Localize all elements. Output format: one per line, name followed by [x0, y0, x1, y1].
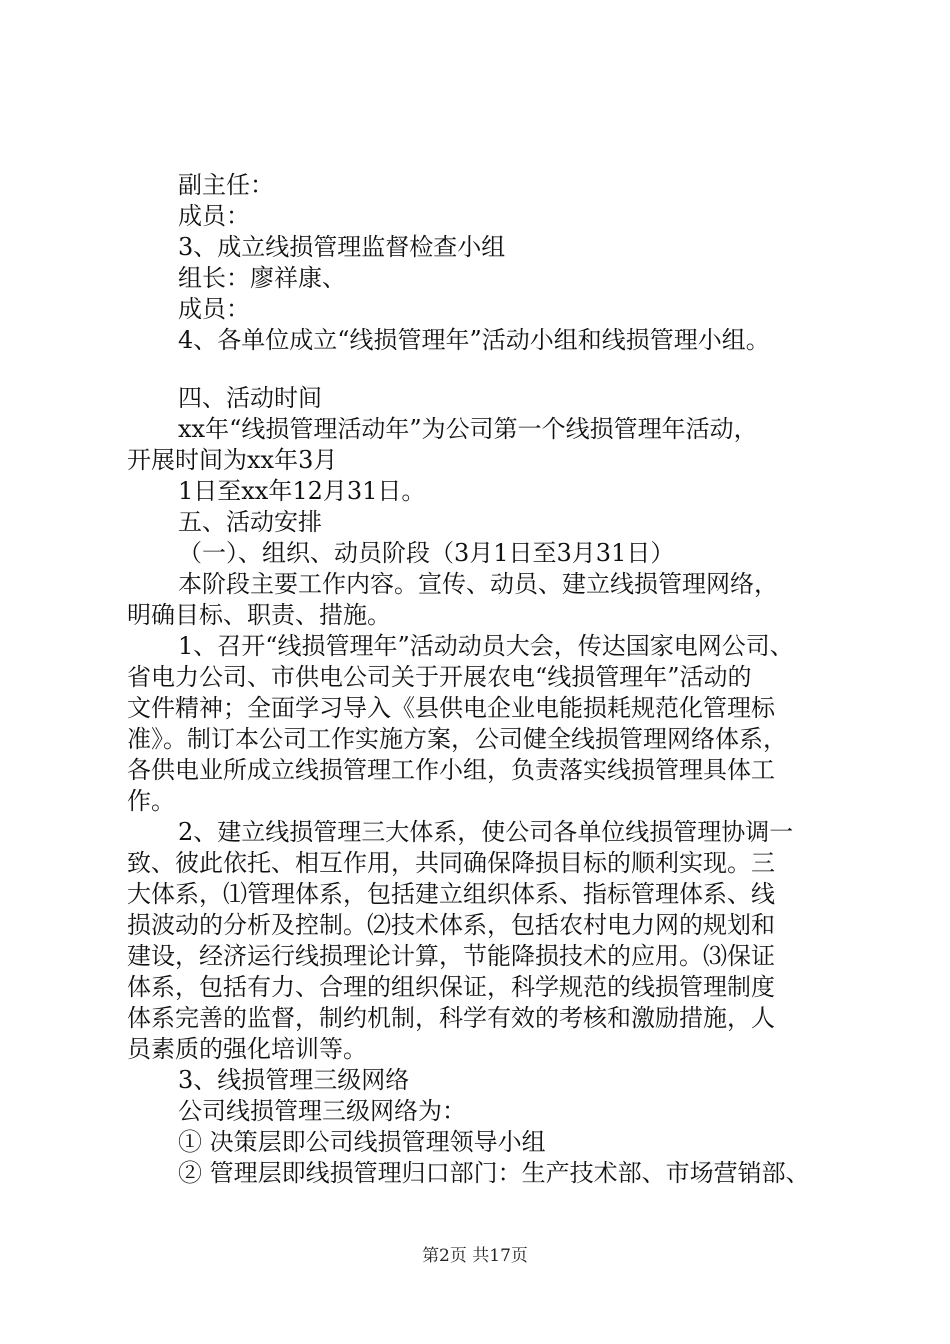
text-line: 2、建立线损管理三大体系，使公司各单位线损管理协调一 [178, 818, 794, 846]
text-line: 建设，经济运行线损理论计算，节能降损技术的应用。⑶保证 [127, 942, 775, 970]
section-heading: 四、活动时间 [178, 384, 322, 412]
text-line: 副主任： [178, 171, 274, 199]
text-line: 4、各单位成立“线损管理年”活动小组和线损管理小组。 [178, 326, 770, 354]
text-line: ① 决策层即公司线损管理领导小组 [178, 1128, 546, 1156]
text-line: 1日至xx年12月31日。 [178, 477, 426, 505]
text-line: 明确目标、职责、措施。 [127, 601, 391, 629]
text-line: 开展时间为xx年3月 [127, 446, 338, 474]
text-line: 体系完善的监督，制约机制，科学有效的考核和激励措施，人 [127, 1004, 775, 1032]
text-line: ② 管理层即线损管理归口部门：生产技术部、市场营销部、 [178, 1159, 810, 1187]
text-line: 3、线损管理三级网络 [178, 1066, 410, 1094]
page-number-label: 第2页 共17页 [422, 1246, 528, 1266]
text-line: 大体系，⑴管理体系，包括建立组织体系、指标管理体系、线 [127, 880, 775, 908]
text-line: xx年“线损管理活动年”为公司第一个线损管理年活动， [178, 415, 758, 443]
subsection-heading: （一）、组织、动员阶段（3月1日至3月31日） [178, 539, 675, 567]
section-heading: 五、活动安排 [178, 508, 322, 536]
text-line: 文件精神；全面学习导入《县供电企业电能损耗规范化管理标 [127, 694, 775, 722]
text-line: 各供电业所成立线损管理工作小组，负责落实线损管理具体工 [127, 756, 775, 784]
text-line: 损波动的分析及控制。⑵技术体系，包括农村电力网的规划和 [127, 911, 775, 939]
text-line: 1、召开“线损管理年”活动动员大会，传达国家电网公司、 [178, 632, 794, 660]
text-line: 组长：廖祥康、 [178, 264, 346, 292]
text-line: 本阶段主要工作内容。宣传、动员、建立线损管理网络， [178, 570, 778, 598]
text-line: 作。 [127, 787, 175, 815]
text-line: 体系，包括有力、合理的组织保证，科学规范的线损管理制度 [127, 973, 775, 1001]
text-line: 致、彼此依托、相互作用，共同确保降损目标的顺利实现。三 [127, 849, 775, 877]
text-line: 公司线损管理三级网络为： [178, 1097, 466, 1125]
text-line: 准》。制订本公司工作实施方案，公司健全线损管理网络体系， [127, 725, 787, 753]
paragraph-gap [127, 356, 833, 383]
document-body [127, 170, 833, 1189]
page-footer [0, 1245, 950, 1267]
text-line: 员素质的强化培训等。 [127, 1035, 367, 1063]
text-line: 成员： [178, 202, 250, 230]
text-line: 省电力公司、市供电公司关于开展农电“线损管理年”活动的 [127, 663, 752, 691]
text-line: 成员： [178, 295, 250, 323]
text-line: 3、成立线损管理监督检查小组 [178, 233, 506, 261]
